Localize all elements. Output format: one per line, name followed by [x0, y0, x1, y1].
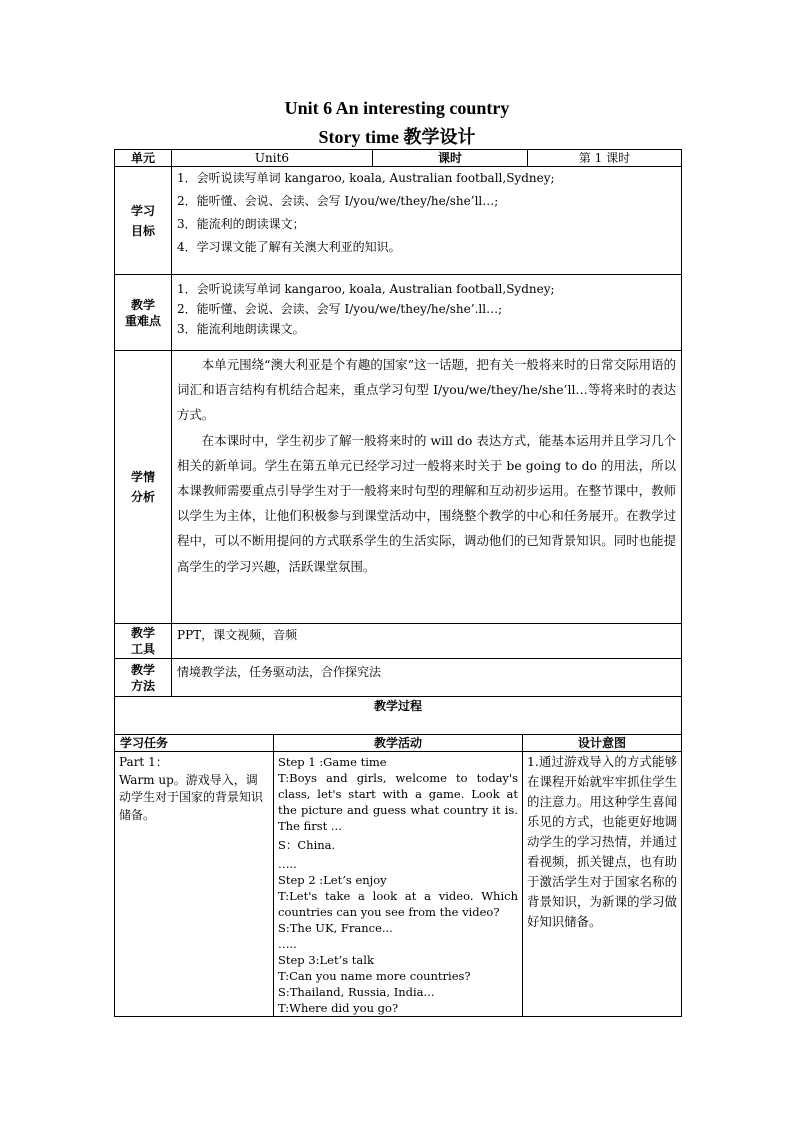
activity-line: S：China.	[278, 838, 336, 852]
activity-line: …..	[278, 857, 297, 871]
design-column-header: 设计意图	[523, 735, 682, 752]
document-title: Unit 6 An interesting country	[284, 98, 510, 118]
methods-row	[115, 659, 682, 697]
tools-label: 教学 工具	[115, 624, 172, 659]
analysis-paragraph: 在本课时中，学生初步了解一般将来时的 will do 表达方式，能基本运用并且学习几个相关的新单词。学生在第五单元已经学习过一般将来时关于 be going to do 的用法，所以本课教师需要重点引导学生对于一般将来时句型的理解和互动初步运用。在整节课中，教师以学生为主体，让他们积极参与到课堂活动中，围绕整个教学的中心和任务展开。在教学过程中，可以不断用提问的方式联系学生的生活实际，调动他们的已知背景知识。同时也能提高学生的学习兴趣，活跃课堂氛围。	[177, 432, 676, 574]
objective-item: 1．会听说读写单词 kangaroo, koala, Australian football,Sydney;	[177, 171, 555, 185]
part1-task: Part 1： Warm up。游戏导入，调动学生对于国家的背景知识储备。	[115, 752, 274, 1017]
tools-row	[115, 624, 682, 659]
lesson-info-table	[114, 149, 682, 735]
activity-line: T:Can you name more countries?	[278, 969, 471, 983]
unit-label: 单元	[115, 150, 172, 167]
activity-line: T:Let's take a look at a video. Which countries can you see from the video?	[278, 889, 518, 919]
activity-line: S:Thailand, Russia, India...	[278, 985, 435, 999]
key-points-content	[172, 275, 682, 351]
part1-row	[115, 752, 682, 1017]
objectives-row	[115, 167, 682, 275]
methods-label: 教学 方法	[115, 659, 172, 697]
lesson-label: 课时	[373, 150, 528, 167]
objectives-label: 学习 目标	[115, 167, 172, 275]
process-header-row	[115, 735, 682, 752]
task-column-header: 学习任务	[115, 735, 274, 752]
key-points-label: 教学 重难点	[115, 275, 172, 351]
process-title-row	[115, 697, 682, 735]
activity-line: Step 1 :Game time	[278, 755, 387, 769]
unit-value: Unit6	[172, 150, 373, 167]
activity-line: …..	[278, 937, 297, 951]
objectives-content	[172, 167, 682, 275]
teaching-process-table	[114, 734, 682, 1017]
document-subtitle: Story time 教学设计	[318, 127, 476, 147]
activity-line: S:The UK, France...	[278, 921, 393, 935]
activity-line: T:Where did you go?	[278, 1001, 399, 1015]
key-points-row	[115, 275, 682, 351]
activity-line: T:Boys and girls, welcome to today's class, let's start with a game. Look at the picture and guess what country it is. The first ...	[278, 771, 518, 833]
unit-row	[115, 150, 682, 167]
objective-item: 2．能听懂、会说、会读、会写 I/you/we/they/he/she’ll…;	[177, 194, 499, 208]
objective-item: 4．学习课文能了解有关澳大利亚的知识。	[177, 240, 401, 254]
methods-value: 情境教学法，任务驱动法，合作探究法	[172, 659, 682, 697]
analysis-content	[172, 351, 682, 624]
analysis-row	[115, 351, 682, 624]
activity-line: Step 2 :Let’s enjoy	[278, 873, 387, 887]
key-point-item: 1．会听说读写单词 kangaroo, koala, Australian football,Sydney;	[177, 282, 555, 296]
objective-item: 3．能流利的朗读课文；	[177, 217, 305, 231]
part1-design-intent: 1.通过游戏导入的方式能够在课程开始就牢牢抓住学生的注意力。用这种学生喜闻乐见的方式，也能更好地调动学生的学习热情，并通过看视频，抓关键点，也有助于激活学生对于国家名称的背景知识，为新课的学习做好知识储备。	[523, 752, 682, 1017]
analysis-paragraph: 本单元围绕“澳大利亚是个有趣的国家”这一话题，把有关一般将来时的日常交际用语的词汇和语言结构有机结合起来，重点学习句型 I/you/we/they/he/she’ll…等将来时的表达方式。	[177, 357, 676, 423]
process-title: 教学过程	[115, 697, 682, 735]
key-point-item: 2．能听懂、会说、会读、会写 I/you/we/they/he/she’.ll…;	[177, 302, 503, 316]
activity-line: Step 3:Let’s talk	[278, 953, 374, 967]
key-point-item: 3．能流利地朗读课文。	[177, 322, 305, 336]
activity-column-header: 教学活动	[274, 735, 523, 752]
part1-activities	[274, 752, 523, 1017]
tools-value: PPT，课文视频，音频	[172, 624, 682, 659]
lesson-value: 第 1 课时	[528, 150, 682, 167]
analysis-label: 学情 分析	[115, 351, 172, 624]
